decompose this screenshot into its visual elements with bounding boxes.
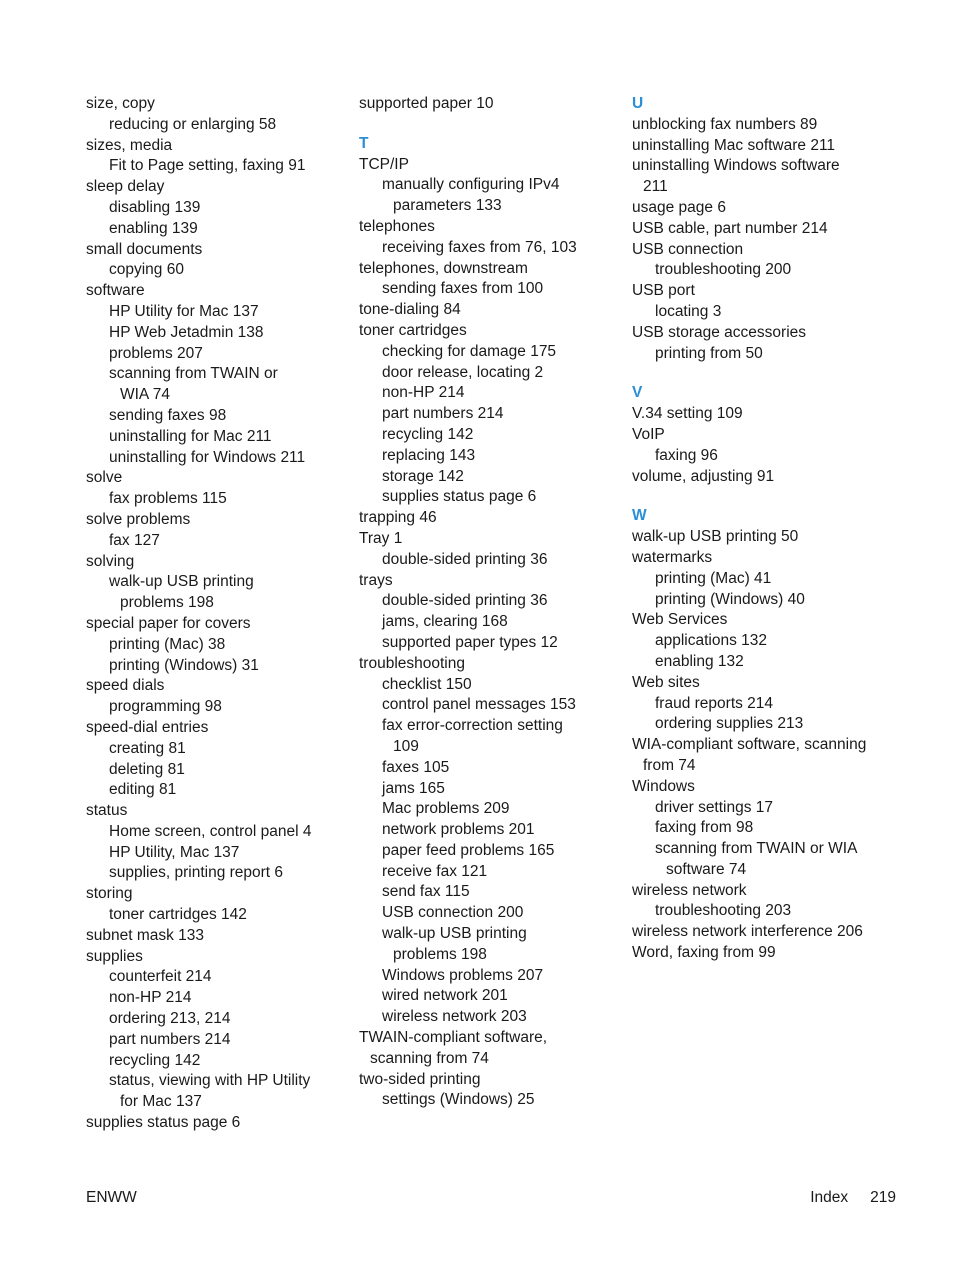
index-subentry: locating 3 [655, 302, 722, 320]
index-entry: software [86, 282, 145, 300]
index-subentry: programming 98 [109, 698, 222, 716]
index-subentry: 109 [393, 737, 419, 755]
index-subentry: uninstalling for Mac 211 [109, 427, 272, 445]
index-entry: volume, adjusting 91 [632, 467, 775, 485]
index-subentry: settings (Windows) 25 [382, 1091, 535, 1109]
index-subentry: uninstalling for Windows 211 [109, 448, 306, 466]
index-entry: wireless network interference 206 [632, 923, 863, 941]
index-subentry: faxing from 98 [655, 819, 754, 837]
index-subentry: ordering supplies 213 [655, 715, 804, 733]
index-subentry: paper feed problems 165 [382, 841, 555, 859]
index-subentry: scanning from 74 [370, 1049, 489, 1067]
index-subentry: walk-up USB printing [382, 925, 527, 943]
index-subentry: USB connection 200 [382, 904, 524, 922]
index-entry: status [86, 802, 128, 820]
index-letter-heading: W [632, 507, 647, 525]
index-entry: Web Services [632, 611, 728, 629]
index-subentry: printing (Windows) 31 [109, 656, 259, 674]
index-subentry: problems 198 [393, 945, 487, 963]
index-subentry: checking for damage 175 [382, 342, 557, 360]
index-column-2 [359, 94, 621, 1111]
page-number: 219 [870, 1189, 896, 1206]
index-subentry: Fit to Page setting, faxing 91 [109, 157, 306, 175]
index-subentry: troubleshooting 200 [655, 261, 792, 279]
index-subentry: sending faxes 98 [109, 406, 227, 424]
index-entry: USB storage accessories [632, 323, 807, 341]
index-subentry: wireless network 203 [382, 1008, 527, 1026]
index-entry: telephones [359, 217, 435, 235]
index-subentry: part numbers 214 [109, 1030, 231, 1048]
index-entry: solving [86, 552, 135, 570]
index-entry: WIA-compliant software, scanning [632, 736, 867, 754]
index-subentry: double-sided printing 36 [382, 592, 548, 610]
index-subentry: replacing 143 [382, 446, 476, 464]
index-entry: uninstalling Windows software [632, 157, 840, 175]
index-entry: solve [86, 469, 123, 487]
index-subentry: jams 165 [382, 779, 445, 797]
index-column-1 [86, 94, 348, 1134]
index-entry: supported paper 10 [359, 95, 494, 112]
index-entry: toner cartridges [359, 321, 467, 339]
index-entry: uninstalling Mac software 211 [632, 136, 836, 154]
footer-section-label: Index [810, 1189, 849, 1206]
index-entry: sizes, media [86, 136, 173, 154]
index-entry: Word, faxing from 99 [632, 944, 776, 962]
section-gap [632, 487, 922, 506]
index-subentry: walk-up USB printing [109, 573, 254, 591]
index-subentry: problems 198 [120, 594, 214, 612]
index-subentry: faxes 105 [382, 758, 450, 776]
index-subentry: fraud reports 214 [655, 694, 774, 712]
index-subentry: send fax 115 [382, 883, 470, 901]
index-subentry: Mac problems 209 [382, 800, 510, 818]
index-subentry: receive fax 121 [382, 862, 488, 880]
index-letter-heading: U [632, 95, 644, 112]
index-subentry: counterfeit 214 [109, 968, 212, 986]
footer-left-label: ENWW [86, 1189, 137, 1206]
index-entry: watermarks [632, 548, 713, 566]
index-subentry: printing from 50 [655, 344, 763, 362]
section-gap [632, 364, 922, 383]
index-subentry: parameters 133 [393, 197, 502, 215]
index-subentry: control panel messages 153 [382, 696, 576, 714]
index-subentry: deleting 81 [109, 760, 185, 778]
index-entry: USB cable, part number 214 [632, 219, 828, 237]
index-entry: trapping 46 [359, 509, 437, 527]
index-subentry: sending faxes from 100 [382, 280, 544, 298]
index-entry: TWAIN-compliant software, [359, 1029, 548, 1047]
index-subentry: recycling 142 [109, 1051, 201, 1069]
index-entry: supplies [86, 947, 143, 965]
index-subentry: non-HP 214 [382, 384, 465, 402]
index-entry: Web sites [632, 673, 700, 691]
index-subentry: HP Utility for Mac 137 [109, 302, 259, 320]
index-subentry: scanning from TWAIN or [109, 365, 278, 383]
index-entry: sleep delay [86, 178, 165, 196]
index-entry: supplies status page 6 [86, 1114, 241, 1132]
index-entry: speed-dial entries [86, 718, 209, 736]
index-subentry: WIA 74 [120, 386, 170, 404]
index-entry: unblocking fax numbers 89 [632, 115, 818, 133]
index-subentry: storage 142 [382, 467, 464, 485]
index-entry: Windows [632, 777, 695, 795]
index-subentry: fax error-correction setting [382, 717, 563, 735]
index-column-3 [632, 94, 922, 964]
index-subentry: supplies, printing report 6 [109, 864, 284, 882]
index-subentry: scanning from TWAIN or WIA [655, 840, 858, 858]
index-entry: solve problems [86, 510, 191, 528]
index-subentry: troubleshooting 203 [655, 902, 792, 920]
index-subentry: printing (Mac) 38 [109, 635, 226, 653]
index-subentry: wired network 201 [382, 987, 508, 1005]
index-entry: walk-up USB printing 50 [632, 528, 799, 546]
index-entry: Tray 1 [359, 529, 403, 547]
index-subentry: Windows problems 207 [382, 966, 544, 984]
index-subentry: ordering 213, 214 [109, 1010, 231, 1028]
index-entry: tone-dialing 84 [359, 301, 461, 319]
index-entry: USB connection [632, 240, 744, 258]
index-letter-heading: T [359, 134, 369, 152]
index-subentry: copying 60 [109, 261, 184, 279]
index-subentry: receiving faxes from 76, 103 [382, 238, 577, 256]
index-subentry: problems 207 [109, 344, 203, 362]
index-subentry: editing 81 [109, 781, 177, 799]
index-subentry: HP Utility, Mac 137 [109, 843, 240, 861]
index-subentry: creating 81 [109, 739, 186, 757]
index-entry: usage page 6 [632, 198, 726, 216]
index-subentry: non-HP 214 [109, 989, 192, 1007]
index-subentry: network problems 201 [382, 821, 535, 839]
index-entry: storing [86, 885, 133, 903]
index-subentry: printing (Mac) 41 [655, 569, 772, 587]
index-entry: two-sided printing [359, 1070, 481, 1088]
index-subentry: status, viewing with HP Utility [109, 1072, 311, 1090]
index-subentry: jams, clearing 168 [382, 613, 508, 631]
index-entry: size, copy [86, 95, 155, 112]
index-entry: VoIP [632, 425, 665, 443]
index-subentry: applications 132 [655, 632, 768, 650]
index-subentry: recycling 142 [382, 425, 474, 443]
index-entry: troubleshooting [359, 654, 465, 672]
index-subentry: from 74 [643, 756, 696, 774]
index-letter-heading: V [632, 384, 643, 402]
index-subentry: faxing 96 [655, 446, 718, 464]
index-subentry: double-sided printing 36 [382, 550, 548, 568]
index-entry: wireless network [632, 881, 747, 899]
index-subentry: driver settings 17 [655, 798, 774, 816]
index-subentry: disabling 139 [109, 198, 201, 216]
index-subentry: supported paper types 12 [382, 633, 558, 651]
index-entry: V.34 setting 109 [632, 405, 743, 423]
index-subentry: fax 127 [109, 531, 160, 549]
index-subentry: fax problems 115 [109, 490, 227, 508]
index-subentry: printing (Windows) 40 [655, 590, 805, 608]
index-entry: small documents [86, 240, 203, 258]
index-entry: telephones, downstream [359, 259, 528, 277]
index-subentry: reducing or enlarging 58 [109, 115, 277, 133]
index-entry: special paper for covers [86, 614, 251, 632]
index-subentry: for Mac 137 [120, 1093, 202, 1111]
index-entry: trays [359, 571, 393, 589]
index-subentry: Home screen, control panel 4 [109, 822, 312, 840]
index-subentry: enabling 139 [109, 219, 198, 237]
index-subentry: manually configuring IPv4 [382, 176, 560, 194]
index-subentry: part numbers 214 [382, 405, 504, 423]
index-subentry: toner cartridges 142 [109, 906, 247, 924]
index-entry: TCP/IP [359, 155, 409, 173]
index-subentry: enabling 132 [655, 652, 744, 670]
index-subentry: supplies status page 6 [382, 488, 537, 506]
index-entry: USB port [632, 282, 695, 300]
index-subentry: HP Web Jetadmin 138 [109, 323, 264, 341]
index-subentry: checklist 150 [382, 675, 472, 693]
section-gap [359, 115, 621, 134]
index-entry: subnet mask 133 [86, 926, 205, 944]
footer-right [810, 1187, 896, 1209]
index-entry: speed dials [86, 677, 165, 695]
index-subentry: software 74 [666, 860, 747, 878]
index-subentry: 211 [643, 178, 668, 196]
index-subentry: door release, locating 2 [382, 363, 544, 381]
